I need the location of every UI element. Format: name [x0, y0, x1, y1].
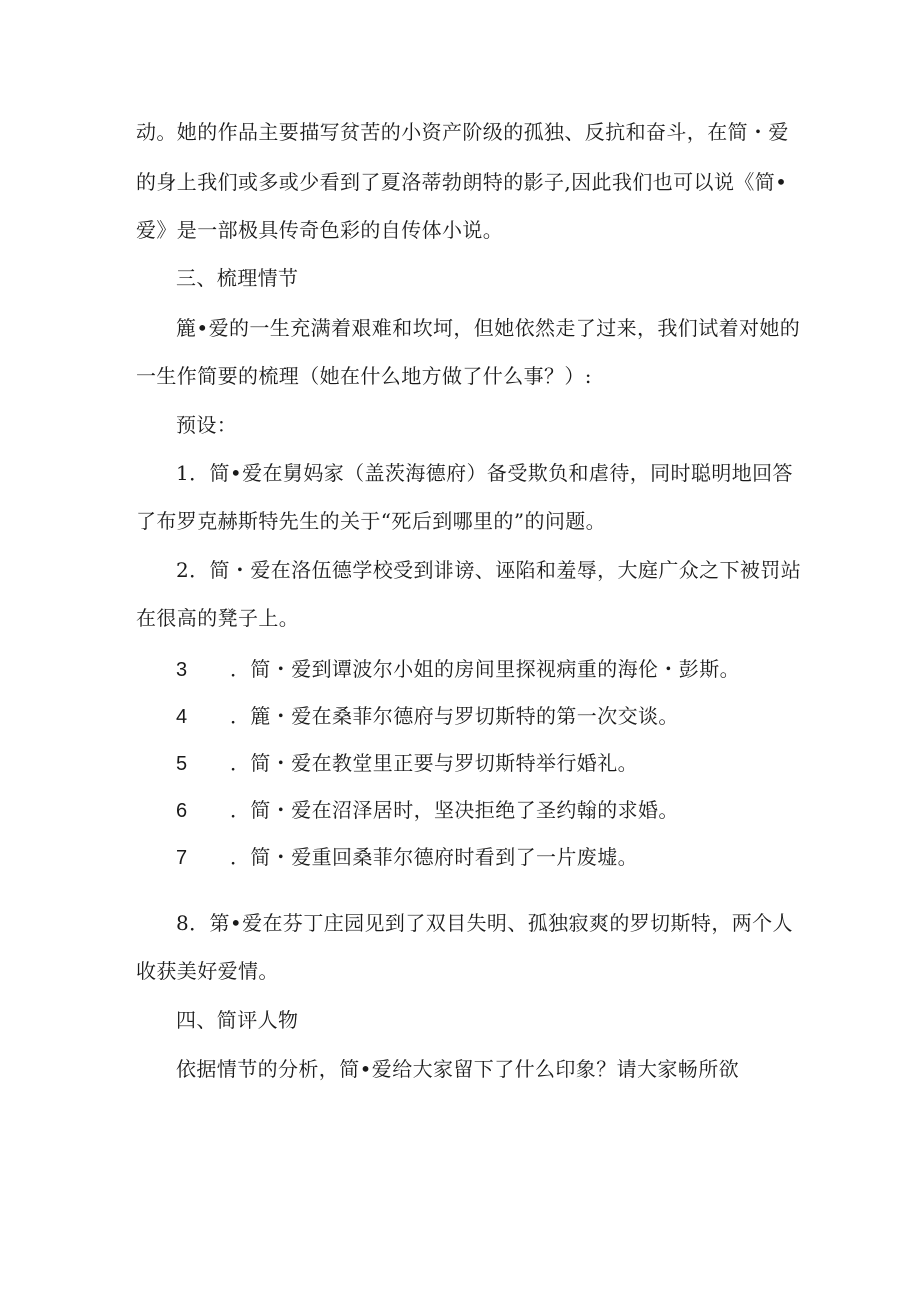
closing-line: 依据情节的分析，简•爱给大家留下了什么印象？请大家畅所欲	[176, 1057, 739, 1081]
list-item-3	[176, 655, 740, 684]
intro-line-1: 动。她的作品主要描写贫苦的小资产阶级的孤独、反抗和奋斗，在简・爱	[136, 120, 789, 144]
list-item-8-line-1: 8．第•爱在芬丁庄园见到了双目失明、孤独寂爽的罗切斯特，两个人	[176, 911, 793, 935]
section-heading-4: 四、简评人物	[176, 1008, 299, 1032]
list-text: ．簏・爱在桑菲尔德府与罗切斯特的第一次交谈。	[230, 704, 679, 728]
intro-line-2: 的身上我们或多或少看到了夏洛蒂勃朗特的影子,因此我们也可以说《简•	[136, 170, 788, 194]
list-number: 4	[176, 706, 188, 728]
list-item-5	[176, 749, 638, 778]
list-item-4	[176, 702, 679, 731]
list-number: 6	[176, 800, 188, 822]
intro-line-3: 爱》是一部极具传奇色彩的自传体小说。	[136, 218, 504, 242]
section-heading-3: 三、梳理情节	[176, 266, 299, 290]
list-item-1-line-2: 了布罗克赫斯特先生的关于“死后到哪里的”的问题。	[136, 509, 607, 533]
summary-line-1: 簏•爱的一生充满着艰难和坎坷，但她依然走了过来，我们试着对她的	[176, 316, 801, 340]
preset-label: 预设：	[176, 413, 238, 437]
list-text: ．简・爱重回桑菲尔德府时看到了一片废墟。	[230, 845, 638, 869]
list-item-2-line-2: 在很高的凳子上。	[136, 606, 300, 630]
list-number: 7	[176, 847, 188, 869]
list-item-8-line-2: 收获美好爱情。	[136, 959, 279, 983]
list-text: ．简・爱在沼泽居时，坚决拒绝了圣约翰的求婚。	[230, 798, 679, 822]
summary-line-2: 一生作简要的梳理（她在什么地方做了什么事？）:	[136, 364, 592, 388]
list-item-7	[176, 843, 638, 872]
list-item-6	[176, 796, 679, 825]
list-text: ．简・爱到谭波尔小姐的房间里探视病重的海伦・彭斯。	[230, 657, 740, 681]
list-number: 5	[176, 753, 188, 775]
list-item-2-line-1: 2．简・爱在洛伍德学校受到诽谤、诬陷和羞辱，大庭广众之下被罚站	[176, 558, 802, 582]
list-text: ．简・爱在教堂里正要与罗切斯特举行婚礼。	[230, 751, 638, 775]
list-number: 3	[176, 659, 188, 681]
list-item-1-line-1: 1．简•爱在舅妈家（盖茨海德府）备受欺负和虐待，同时聪明地回答	[176, 461, 793, 485]
